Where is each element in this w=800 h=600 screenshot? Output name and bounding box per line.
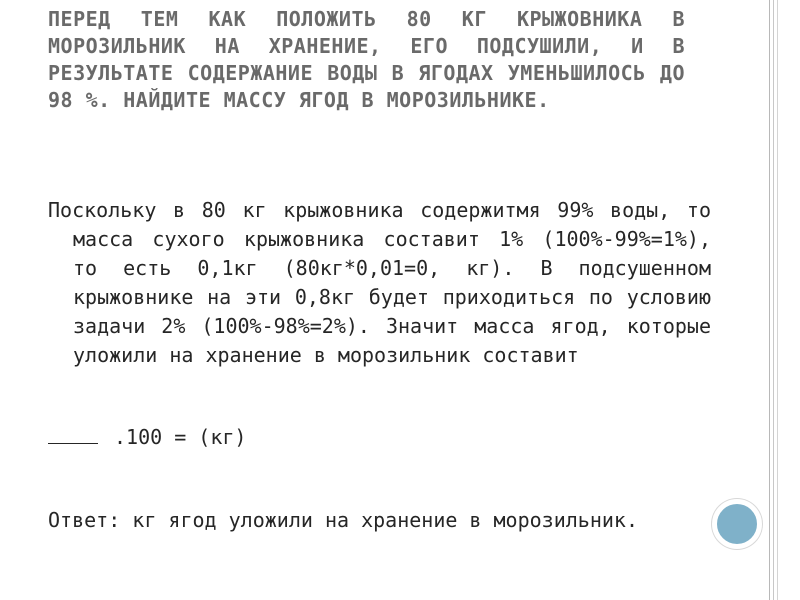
- decorative-line: [769, 0, 770, 600]
- decorative-circle: [712, 499, 762, 549]
- decorative-line: [777, 0, 778, 600]
- problem-title: ПЕРЕД ТЕМ КАК ПОЛОЖИТЬ 80 КГ КРЫЖОВНИКА В МОРОЗИЛЬНИК НА ХРАНЕНИЕ, ЕГО ПОДСУШИЛИ, И В РЕЗУЛЬТАТЕ СОДЕРЖАНИЕ ВОДЫ В ЯГОДАХ УМЕНЬШИЛОСЬ ДО 98 %. НАЙДИТЕ МАССУ ЯГОД В МОРОЗИЛЬНИКЕ.: [48, 7, 685, 112]
- decorative-line: [773, 0, 774, 600]
- formula-line: [48, 423, 246, 452]
- answer-text: Ответ: кг ягод уложили на хранение в морозильник.: [48, 508, 639, 532]
- solution-text: Поскольку в 80 кг крыжовника содержитмя 99% воды, то масса сухого крыжовника составит 1% (100%-99%=1%), то есть 0,1кг (80кг*0,01=0, кг). В подсушенном крыжовнике на эти 0,8кг будет приходиться по условию задачи 2% (100%-98%=2%). Значит масса ягод, которые уложили на хранение в морозильник составит: [48, 198, 711, 367]
- formula-blank: [48, 423, 98, 444]
- formula-text: .100 = (кг): [114, 425, 247, 449]
